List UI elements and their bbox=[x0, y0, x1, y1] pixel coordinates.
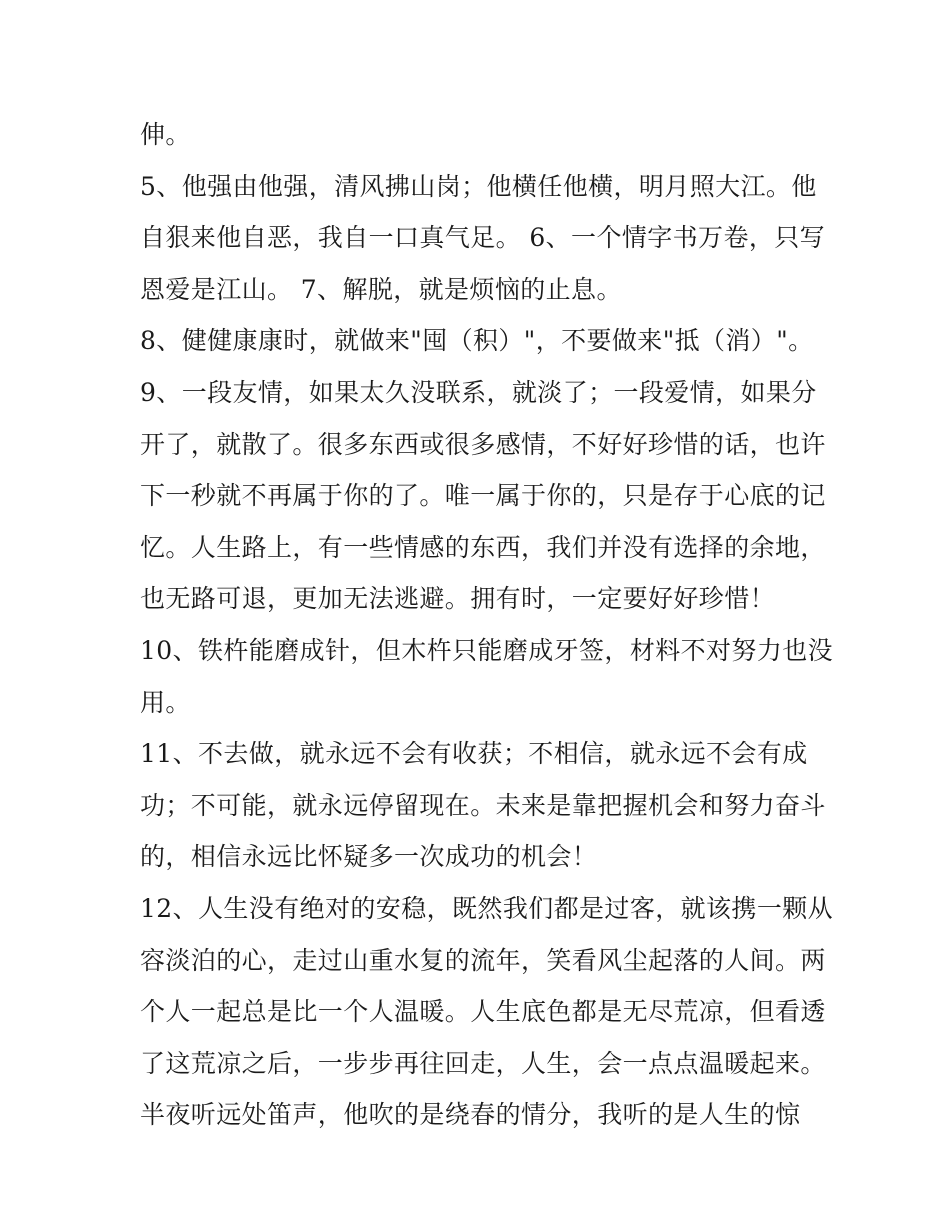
text-line: 12、人生没有绝对的安稳，既然我们都是过客，就该携一颗从 bbox=[140, 893, 834, 923]
text-line: 的，相信永远比怀疑多一次成功的机会！ bbox=[140, 842, 598, 872]
text-line: 自狠来他自恶，我自一口真气足。 6、一个情字书万卷，只写 bbox=[140, 223, 826, 253]
document-body bbox=[140, 109, 834, 1141]
text-line: 用。 bbox=[140, 687, 191, 717]
text-line: 容淡泊的心，走过山重水复的流年，笑看风尘起落的人间。两 bbox=[140, 945, 826, 975]
text-line: 伸。 bbox=[140, 120, 191, 149]
text-line: 下一秒就不再属于你的了。唯一属于你的，只是存于心底的记 bbox=[140, 481, 826, 511]
text-line: 也无路可退，更加无法逃避。拥有时，一定要好好珍惜！ bbox=[140, 584, 776, 614]
text-line: 恩爱是江山。 7、解脱，就是烦恼的止息。 bbox=[140, 274, 622, 304]
text-line: 开了，就散了。很多东西或很多感情，不好好珍惜的话，也许 bbox=[140, 429, 826, 459]
text-line: 半夜听远处笛声，他吹的是绕春的情分，我听的是人生的惊 bbox=[140, 1100, 801, 1130]
text-line: 9、一段友情，如果太久没联系，就淡了；一段爱情，如果分 bbox=[140, 377, 817, 407]
text-line: 了这荒凉之后，一步步再往回走，人生，会一点点温暖起来。 bbox=[140, 1048, 826, 1078]
text-line: 5、他强由他强，清风拂山岗；他横任他横，明月照大江。他 bbox=[140, 171, 817, 201]
text-line: 10、铁杵能磨成针，但木杵只能磨成牙签，材料不对努力也没 bbox=[140, 635, 834, 665]
text-line: 个人一起总是比一个人温暖。人生底色都是无尽荒凉，但看透 bbox=[140, 997, 826, 1027]
text-line: 功；不可能，就永远停留现在。未来是靠把握机会和努力奋斗 bbox=[140, 790, 826, 820]
text-line: 忆。人生路上，有一些情感的东西，我们并没有选择的余地， bbox=[140, 532, 826, 562]
text-line: 11、不去做，就永远不会有收获；不相信，就永远不会有成 bbox=[140, 739, 808, 769]
text-line: 8、健健康康时，就做来"囤（积）"，不要做来"抵（消）"。 bbox=[140, 326, 814, 356]
